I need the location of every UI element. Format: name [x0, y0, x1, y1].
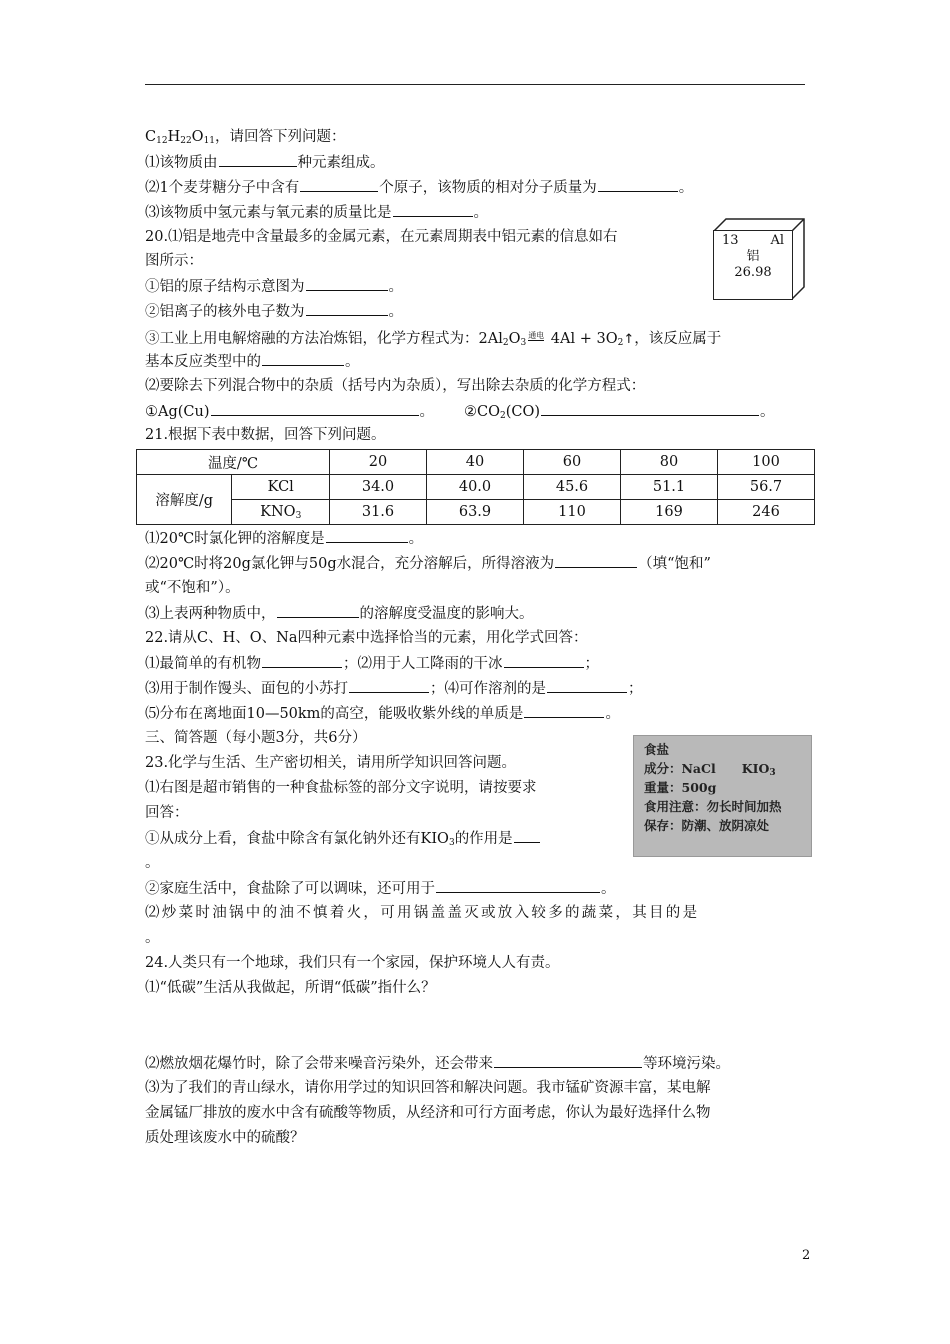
answer-blank[interactable] — [504, 653, 584, 668]
label-ingredients: 成分：NaCl $KIO_3$ — [644, 761, 776, 778]
table-cell: 169 — [621, 500, 718, 525]
label-weight: 重量：500g — [644, 780, 717, 795]
label-title: 食盐 — [644, 742, 670, 757]
q20-line1: 20.⑴铝是地壳中含量最多的金属元素，在元素周期表中铝元素的信息如右 — [145, 229, 618, 245]
answer-blank[interactable] — [349, 678, 429, 693]
page-number: 2 — [802, 1248, 811, 1263]
q19-intro: $C_{12}H_{22}O_{11}$，请回答下列问题： — [145, 129, 346, 146]
q20-part2-items: ①Ag(Cu) 。 $②CO_2(CO)$ 。 — [145, 401, 775, 422]
table-cell: KCl — [232, 475, 330, 500]
answer-blank[interactable] — [598, 177, 678, 192]
q23-part1-line1: ⑴右图是超市销售的一种食盐标签的部分文字说明，请按要求 — [145, 780, 537, 796]
label-usage-note: 食用注意：勿长时间加热 — [644, 799, 782, 814]
table-cell: 51.1 — [621, 475, 718, 500]
answer-blank[interactable] — [436, 878, 600, 893]
table-cell: 80 — [621, 450, 718, 475]
answer-blank[interactable] — [306, 276, 388, 291]
q24-part3-line3: 质处理该废水中的硫酸？ — [145, 1130, 305, 1146]
salt-label-image — [633, 735, 812, 857]
q23-part2: ⑵炒菜时油锅中的油不慎着火，可用锅盖盖灭或放入较多的蔬菜，其目的是 — [145, 905, 700, 921]
answer-blank[interactable] — [524, 703, 604, 718]
answer-blank[interactable] — [211, 401, 419, 416]
table-cell: 246 — [718, 500, 815, 525]
solubility-table — [136, 449, 815, 525]
q24-part1: ⑴“低碳”生活从我做起，所谓“低碳”指什么？ — [145, 980, 436, 996]
table-cell: 34.0 — [330, 475, 427, 500]
atomic-number: 13 — [722, 233, 739, 248]
q21-part1: ⑴20℃时氯化钾的溶解度是 。 — [145, 528, 423, 549]
table-cell: 110 — [524, 500, 621, 525]
q22-part3-4: ⑶用于制作馒头、面包的小苏打 ；⑷可作溶剂的是 ； — [145, 678, 643, 699]
table-row — [137, 475, 815, 500]
table-cell: 60 — [524, 450, 621, 475]
answer-blank[interactable] — [277, 603, 359, 618]
aluminum-element-card — [713, 218, 805, 300]
q21-part3: ⑶上表两种物质中， 的溶解度受温度的影响大。 — [145, 603, 534, 624]
answer-blank[interactable] — [555, 553, 637, 568]
q21-part2: ⑵20℃时将20g氯化钾与50g水混合，充分溶解后，所得溶液为 （填“饱和” — [145, 553, 711, 574]
q24-part3-line1: ⑶为了我们的青山绿水，请你用学过的知识回答和解决问题。我市锰矿资源丰富，某电解 — [145, 1080, 711, 1096]
reaction-condition: 通电 — [528, 331, 545, 340]
table-row-label: 溶解度/g — [137, 475, 232, 525]
q23-s1: ①从成分上看，食盐中除含有氯化钠外还有$KIO_3$的作用是 — [145, 828, 541, 849]
q23-part1-line2: 回答： — [145, 805, 189, 821]
table-row — [137, 450, 815, 475]
gas-arrow-icon: ↑ — [623, 332, 635, 347]
table-cell: 63.9 — [427, 500, 524, 525]
table-cell: $KNO_3$ — [232, 500, 330, 525]
q22-title: 22.请从C、H、O、Na四种元素中选择恰当的元素，用化学式回答： — [145, 630, 588, 646]
table-cell: 31.6 — [330, 500, 427, 525]
q24-part2: ⑵燃放烟花爆竹时，除了会带来噪音污染外，还会带来 等环境污染。 — [145, 1053, 730, 1074]
label-storage: 保存：防潮、放阴凉处 — [644, 818, 770, 833]
section-title: 三、简答题（每小题3分，共6分） — [145, 730, 367, 746]
answer-blank[interactable] — [326, 528, 408, 543]
table-header-temp: 温度/℃ — [137, 450, 330, 475]
table-cell: 56.7 — [718, 475, 815, 500]
q23-title: 23.化学与生活、生产密切相关，请用所学知识回答问题。 — [145, 755, 517, 771]
q23-part2-end: 。 — [145, 930, 160, 946]
q19-part1: ⑴该物质由 种元素组成。 — [145, 152, 385, 173]
answer-blank[interactable] — [262, 653, 342, 668]
answer-blank[interactable] — [300, 177, 378, 192]
q19-part3: ⑶该物质中氢元素与氧元素的质量比是 。 — [145, 202, 488, 223]
q20-s2: ②铝离子的核外电子数为 。 — [145, 301, 403, 322]
q20-s1: ①铝的原子结构示意图为 。 — [145, 276, 403, 297]
q22-part5: ⑸分布在离地面10—50km的高空，能吸收紫外线的单质是 。 — [145, 703, 620, 724]
q23-s2: ②家庭生活中，食盐除了可以调味，还可用于 。 — [145, 878, 616, 899]
table-cell: 40.0 — [427, 475, 524, 500]
element-name: 铝 — [746, 249, 760, 264]
table-cell: 100 — [718, 450, 815, 475]
q19-part2: ⑵1个麦芽糖分子中含有 个原子，该物质的相对分子质量为 。 — [145, 177, 693, 198]
element-info — [713, 230, 793, 300]
q21-title: 21.根据下表中数据，回答下列问题。 — [145, 427, 386, 443]
table-cell: 20 — [330, 450, 427, 475]
answer-blank[interactable] — [514, 828, 540, 843]
answer-blank[interactable] — [262, 351, 344, 366]
answer-blank[interactable] — [494, 1053, 642, 1068]
q20-s3: ③工业上用电解熔融的方法冶炼铝，化学方程式为：$2Al_2O_3^{通电}$ $4Al + 3O_2↑$，该反应属于 — [145, 331, 722, 348]
answer-blank[interactable] — [306, 301, 388, 316]
q24-title: 24.人类只有一个地球，我们只有一个家园，保护环境人人有责。 — [145, 955, 560, 971]
table-row — [137, 500, 815, 525]
answer-blank[interactable] — [541, 401, 759, 416]
answer-blank[interactable] — [219, 152, 297, 167]
answer-blank[interactable] — [547, 678, 627, 693]
q22-part1-2: ⑴最简单的有机物 ；⑵用于人工降雨的干冰 ； — [145, 653, 599, 674]
header-rule — [145, 84, 805, 85]
table-cell: 40 — [427, 450, 524, 475]
q21-part2-line2: 或“不饱和”）。 — [145, 580, 240, 596]
q23-s1-end: 。 — [145, 855, 160, 871]
answer-blank[interactable] — [393, 202, 473, 217]
q20-part2: ⑵要除去下列混合物中的杂质（括号内为杂质），写出除去杂质的化学方程式： — [145, 378, 646, 394]
atomic-mass: 26.98 — [734, 265, 772, 280]
element-symbol: Al — [770, 233, 784, 248]
table-cell: 45.6 — [524, 475, 621, 500]
q24-part3-line2: 金属锰厂排放的废水中含有硫酸等物质，从经济和可行方面考虑，你认为最好选择什么物 — [145, 1105, 711, 1121]
q20-s3-line2: 基本反应类型中的 。 — [145, 351, 360, 372]
q20-line2: 图所示： — [145, 253, 203, 269]
